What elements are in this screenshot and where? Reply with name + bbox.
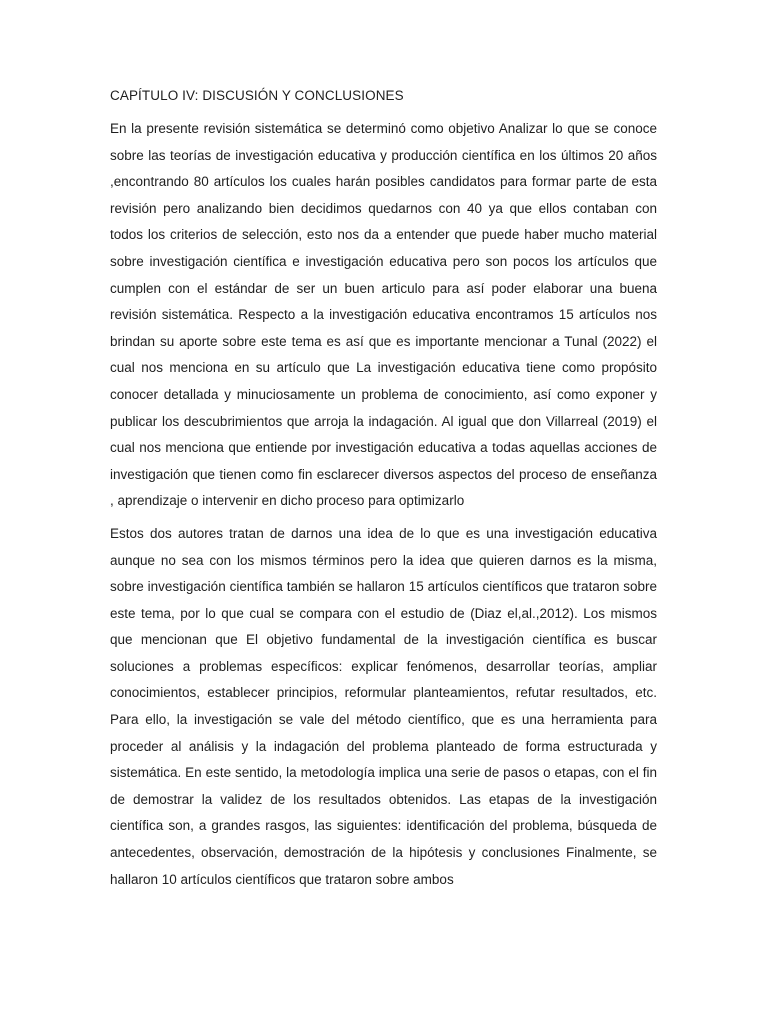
paragraph-objective: En la presente revisión sistemática se determinó como objetivo Analizar lo que se conoce sobre las teorías de investigación educativa y producción científica en los últimos 20 años ,encontrando 80 artículos los cuales harán posibles candidatos para formar parte de esta revisión pero analizando bien decidimos quedarnos con 40 ya que ellos contaban con todos los criterios de selección, esto nos da a entender que puede haber mucho material sobre investigación científica e investigación educativa pero son pocos los artículos que cumplen con el estándar de ser un buen articulo para así poder elaborar una buena revisión sistemática. Respecto a la investigación educativa encontramos 15 artículos nos brindan su aporte sobre este tema es así que es importante mencionar a Tunal (2022) el cual nos menciona en su artículo que La investigación educativa tiene como propósito conocer detallada y minuciosamente un problema de conocimiento, así como exponer y publicar los descubrimientos que arroja la indagación. Al igual que don Villarreal (2019) el cual nos menciona que entiende por investigación educativa a todas aquellas acciones de investigación que tienen como fin esclarecer diversos aspectos del proceso de enseñanza , aprendizaje o intervenir en dicho proceso para optimizarlo <box>110 121 657 509</box>
chapter-heading: CAPÍTULO IV: DISCUSIÓN Y CONCLUSIONES <box>110 88 404 103</box>
document-body <box>110 86 657 899</box>
paragraph-authors: Estos dos autores tratan de darnos una idea de lo que es una investigación educativa aunque no sea con los mismos términos pero la idea que quieren darnos es la misma, sobre investigación científica también se hallaron 15 artículos científicos que trataron sobre este tema, por lo que cual se compara con el estudio de (Diaz el,al.,2012). Los mismos que mencionan que El objetivo fundamental de la investigación científica es buscar soluciones a problemas específicos: explicar fenómenos, desarrollar teorías, ampliar conocimientos, establecer principios, reformular planteamientos, refutar resultados, etc. Para ello, la investigación se vale del método científico, que es una herramienta para proceder al análisis y la indagación del problema planteado de forma estructurada y sistemática. En este sentido, la metodología implica una serie de pasos o etapas, con el fin de demostrar la validez de los resultados obtenidos. Las etapas de la investigación científica son, a grandes rasgos, las siguientes: identificación del problema, búsqueda de antecedentes, observación, demostración de la hipótesis y conclusiones Finalmente, se hallaron 10 artículos científicos que trataron sobre ambos <box>110 525 657 887</box>
